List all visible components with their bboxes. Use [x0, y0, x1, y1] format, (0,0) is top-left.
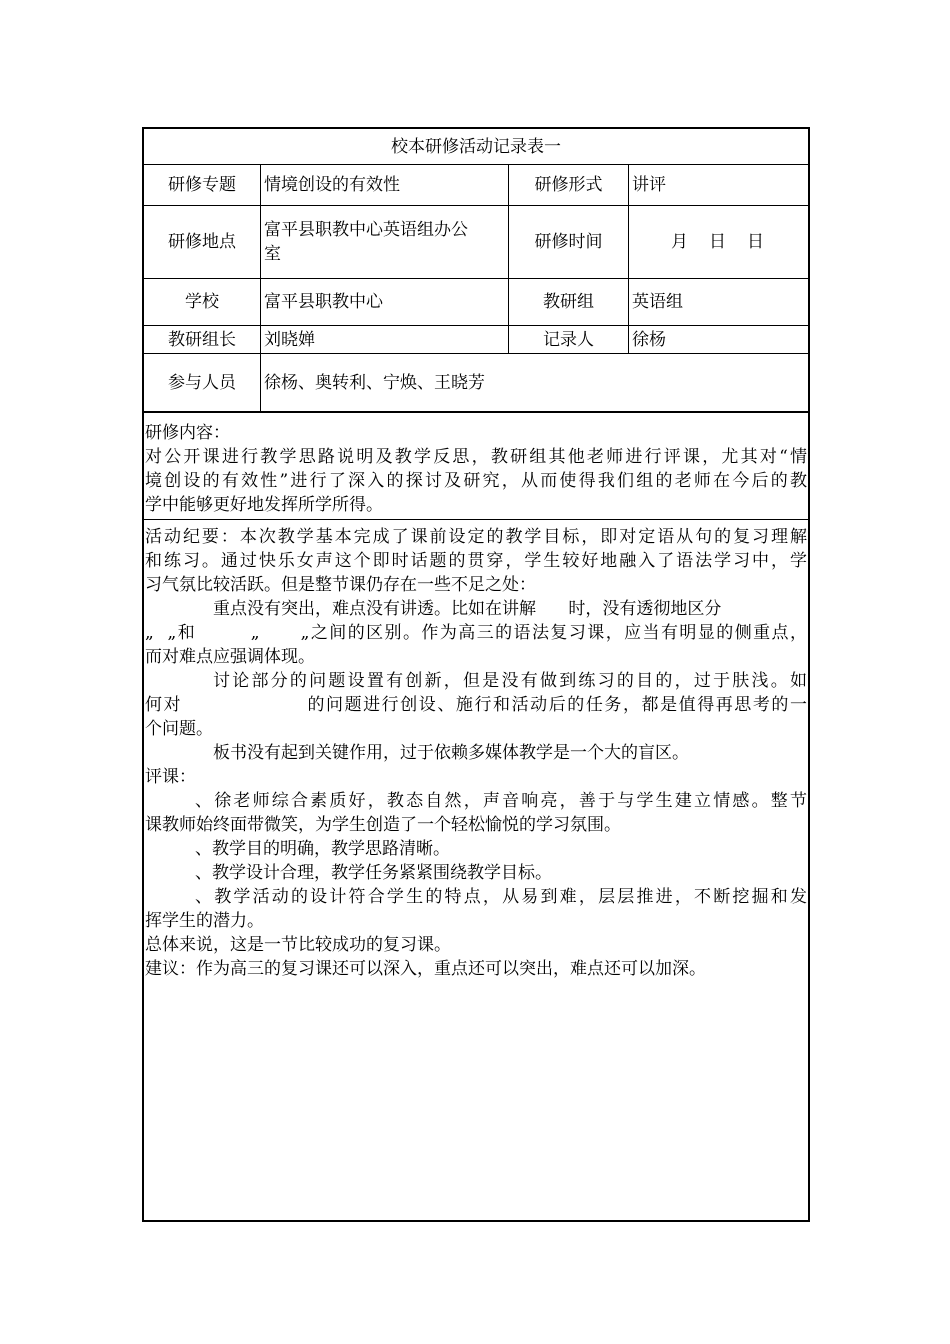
table-row: [144, 354, 808, 413]
record-line: 而对难点应强调体现。: [145, 647, 315, 667]
record-line: 习气氛比较活跃。但是整节课仍存在一些不足之处：: [145, 575, 536, 595]
value-topic: 情境创设的有效性: [261, 165, 509, 205]
form-title-row: [144, 129, 808, 165]
table-row: [144, 326, 808, 354]
record-line: 板书没有起到关键作用，过于依赖多媒体教学是一个大的盲区。: [213, 743, 689, 763]
record-line: 、教学活动的设计符合学生的特点，从易到难，层层推进，不断挖掘和发: [195, 887, 807, 907]
record-line: 挥学生的潜力。: [145, 911, 264, 931]
record-line: „ „和 „ „之间的区别。作为高三的语法复习课，应当有明显的侧重点，: [145, 623, 807, 643]
label-group: 教研组: [509, 279, 629, 325]
label-topic: 研修专题: [144, 165, 261, 205]
record-line: 活动纪要：本次教学基本完成了课前设定的教学目标，即对定语从句的复习理解: [145, 527, 807, 547]
label-format: 研修形式: [509, 165, 629, 205]
record-line: 评课：: [145, 767, 196, 787]
value-school: 富平县职教中心: [261, 279, 509, 325]
record-line: 、徐老师综合素质好，教态自然，声音响亮，善于与学生建立情感。整节: [195, 791, 807, 811]
record-form: [142, 127, 810, 1222]
content-line: 境创设的有效性”进行了深入的探讨及研究，从而使得我们组的老师在今后的教: [145, 471, 807, 491]
record-line: 总体来说，这是一节比较成功的复习课。: [145, 935, 451, 955]
date-suffix: 日: [747, 232, 764, 252]
record-section: [145, 525, 807, 981]
value-leader: 刘晓婵: [261, 326, 509, 353]
table-row: [144, 206, 808, 279]
content-heading: 研修内容：: [145, 423, 230, 443]
content-line: 对公开课进行教学思路说明及教学反思，教研组其他老师进行评课，尤其对“情: [145, 447, 807, 467]
record-line: 建议：作为高三的复习课还可以深入，重点还可以突出，难点还可以加深。: [145, 959, 706, 979]
record-line: 、教学设计合理，教学任务紧紧围绕教学目标。: [195, 863, 552, 883]
content-section: [144, 413, 808, 520]
value-location: [261, 206, 509, 278]
label-recorder: 记录人: [509, 326, 629, 353]
date-month: 月: [671, 232, 688, 252]
value-group: 英语组: [632, 292, 683, 312]
value-recorder: 徐杨: [632, 329, 666, 350]
content-line: 学中能够更好地发挥所学所得。: [145, 495, 383, 515]
value-time: [629, 206, 808, 278]
value-participants: 徐杨、奥转利、宁焕、王晓芳: [264, 372, 485, 393]
label-leader: 教研组长: [144, 326, 261, 353]
label-participants: 参与人员: [144, 354, 261, 411]
location-line-2: 室: [264, 244, 281, 264]
table-row: [144, 279, 808, 326]
record-line: 讨论部分的问题设置有创新，但是没有做到练习的目的，过于肤浅。如: [213, 671, 807, 691]
record-line: 重点没有突出，难点没有讲透。比如在讲解 时，没有透彻地区分: [213, 599, 722, 619]
record-line: 、教学目的明确，教学思路清晰。: [195, 839, 450, 859]
value-format: 讲评: [632, 175, 666, 195]
table-row: [144, 165, 808, 206]
record-line: 和练习。通过快乐女声这个即时话题的贯穿，学生较好地融入了语法学习中，学: [145, 551, 807, 571]
label-school: 学校: [144, 279, 261, 325]
record-line: 课教师始终面带微笑，为学生创造了一个轻松愉悦的学习氛围。: [145, 815, 621, 835]
date-day: 日: [709, 232, 726, 252]
record-line: 个问题。: [145, 719, 213, 739]
location-line-1: 富平县职教中心英语组办公: [264, 220, 468, 240]
form-title: 校本研修活动记录表一: [391, 136, 561, 157]
label-time: 研修时间: [509, 206, 629, 278]
label-location: 研修地点: [144, 206, 261, 278]
record-line: 何对 的问题进行创设、施行和活动后的任务，都是值得再思考的一: [145, 695, 807, 715]
